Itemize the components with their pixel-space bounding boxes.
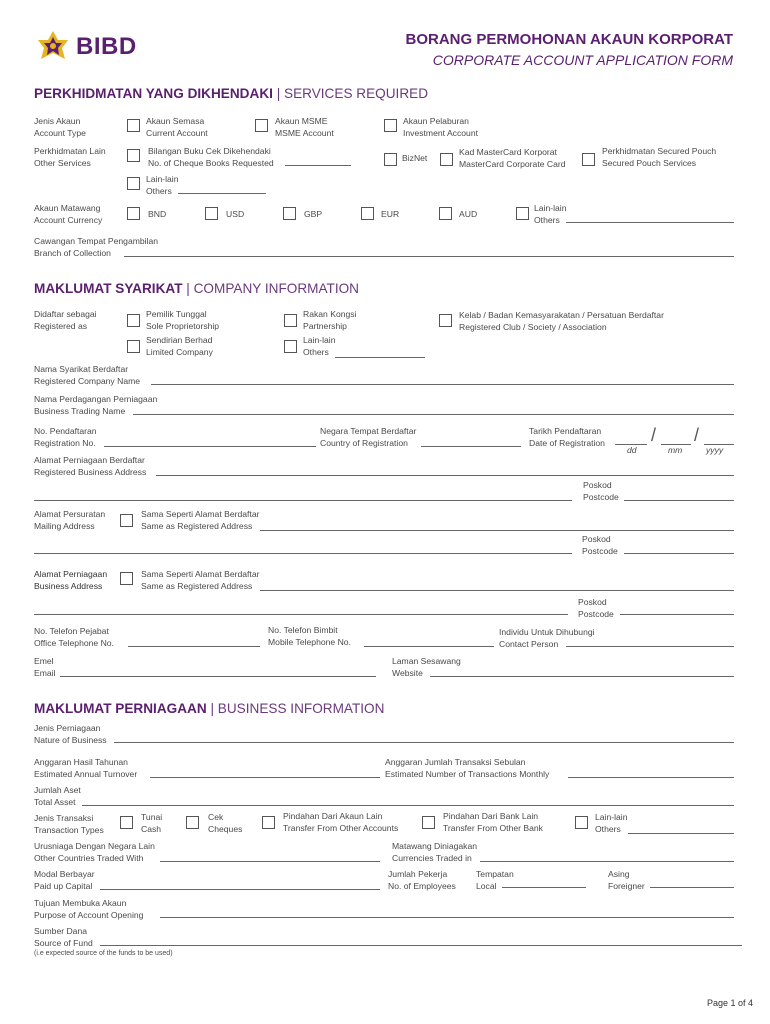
biznet-checkbox[interactable] (384, 153, 397, 166)
bibd-logo-icon (34, 30, 72, 62)
local-employees-label: Tempatan Local (476, 869, 514, 891)
currency-eur-label: EUR (381, 209, 400, 219)
currency-others-line[interactable] (566, 222, 734, 223)
annual-turnover-line[interactable] (150, 777, 380, 778)
other-services-others-label: Lain-lain Others (146, 174, 179, 196)
annual-turnover-label: Anggaran Hasil Tahunan Estimated Annual Turnover (34, 757, 138, 779)
date-dd-hint: dd (627, 445, 637, 455)
mailing-address-line-2[interactable] (34, 553, 572, 554)
total-asset-line[interactable] (82, 805, 734, 806)
other-services-others-line[interactable] (178, 193, 266, 194)
cheque-books-checkbox[interactable] (127, 149, 140, 162)
limited-company-checkbox[interactable] (127, 340, 140, 353)
company-name-line[interactable] (151, 384, 734, 385)
mailing-address-line-1[interactable] (260, 530, 734, 531)
cheque-books-line[interactable] (285, 165, 351, 166)
website-label: Laman Sesawang Website (392, 656, 461, 678)
registered-postcode-label: Poskod Postcode (583, 480, 619, 502)
currency-bnd-label: BND (148, 209, 167, 219)
business-address-line-2[interactable] (34, 614, 568, 615)
account-currency-label: Akaun Matawang Account Currency (34, 203, 103, 225)
mailing-address-label: Alamat Persuratan Mailing Address (34, 509, 106, 531)
country-registration-label: Negara Tempat Berdaftar Country of Registration (320, 426, 417, 448)
currency-gbp-label: GBP (304, 209, 323, 219)
other-services-label: Perkhidmatan Lain Other Services (34, 146, 106, 168)
currency-aud-checkbox[interactable] (439, 207, 452, 220)
tx-others-label: Lain-lain Others (595, 812, 628, 834)
msme-account-checkbox[interactable] (255, 119, 268, 132)
date-slash-2: / (694, 425, 700, 445)
tx-transfer-bank-label: Pindahan Dari Bank Lain Transfer From Other Bank (443, 811, 543, 833)
tx-cheques-label: Cek Cheques (208, 812, 243, 834)
bibd-wordmark: BIBD (76, 33, 137, 60)
monthly-transactions-line[interactable] (568, 777, 734, 778)
date-slash-1: / (651, 425, 657, 445)
registration-no-line[interactable] (104, 446, 316, 447)
transaction-types-label: Jenis Transaksi Transaction Types (34, 813, 104, 835)
registered-as-others-checkbox[interactable] (284, 340, 297, 353)
email-line[interactable] (60, 676, 376, 677)
company-heading: MAKLUMAT SYARIKAT | COMPANY INFORMATION (34, 281, 359, 296)
currency-gbp-checkbox[interactable] (283, 207, 296, 220)
registered-club-checkbox[interactable] (439, 314, 452, 327)
registered-address-line-2[interactable] (34, 500, 572, 501)
investment-account-label: Akaun Pelaburan Investment Account (403, 116, 478, 138)
local-employees-line[interactable] (502, 887, 586, 888)
account-type-label: Jenis Akaun Account Type (34, 116, 86, 138)
foreign-employees-line[interactable] (650, 887, 734, 888)
mailing-same-checkbox[interactable] (120, 514, 133, 527)
branch-label: Cawangan Tempat Pengambilan Branch of Collection (34, 236, 159, 258)
countries-traded-label: Urusniaga Dengan Negara Lain Other Countries Traded With (34, 841, 155, 863)
nature-business-line[interactable] (114, 742, 734, 743)
secured-pouch-checkbox[interactable] (582, 153, 595, 166)
company-name-label: Nama Syarikat Berdaftar Registered Company Name (34, 364, 141, 386)
business-same-label: Sama Seperti Alamat Berdaftar Same as Registered Address (141, 569, 260, 591)
current-account-checkbox[interactable] (127, 119, 140, 132)
form-subtitle: CORPORATE ACCOUNT APPLICATION FORM (432, 52, 733, 68)
mastercard-label: Kad MasterCard Korporat MasterCard Corporate Card (459, 147, 566, 169)
investment-account-checkbox[interactable] (384, 119, 397, 132)
contact-person-label: Individu Untuk Dihubungi Contact Person (499, 627, 595, 649)
form-title: BORANG PERMOHONAN AKAUN KORPORAT (405, 31, 733, 48)
currency-bnd-checkbox[interactable] (127, 207, 140, 220)
current-account-label: Akaun Semasa Current Account (146, 116, 208, 138)
business-address-label: Alamat Perniagaan Business Address (34, 569, 108, 591)
business-postcode-line[interactable] (620, 614, 734, 615)
source-fund-note: (i.e expected source of the funds to be used) (34, 950, 173, 957)
website-line[interactable] (430, 676, 734, 677)
tx-cash-label: Tunai Cash (141, 812, 163, 834)
monthly-transactions-label: Anggaran Jumlah Transaksi Sebulan Estimated Number of Transactions Monthly (385, 757, 550, 779)
tx-cash-checkbox[interactable] (120, 816, 133, 829)
source-fund-label: Sumber Dana Source of Fund (34, 926, 93, 948)
currency-usd-label: USD (226, 209, 245, 219)
registered-as-label: Didaftar sebagai Registered as (34, 309, 97, 331)
msme-account-label: Akaun MSME MSME Account (275, 116, 334, 138)
registration-no-label: No. Pendaftaran Registration No. (34, 426, 97, 448)
mailing-postcode-label: Poskod Postcode (582, 534, 618, 556)
currency-others-checkbox[interactable] (516, 207, 529, 220)
trading-name-line[interactable] (133, 414, 734, 415)
business-heading: MAKLUMAT PERNIAGAAN | BUSINESS INFORMATION (34, 701, 385, 716)
registered-postcode-line[interactable] (624, 500, 734, 501)
page-number: Page 1 of 4 (707, 998, 754, 1008)
other-services-others-checkbox[interactable] (127, 177, 140, 190)
total-asset-label: Jumlah Aset Total Asset (34, 785, 81, 807)
currency-others-label: Lain-lain Others (534, 203, 567, 225)
registered-address-line-1[interactable] (156, 475, 734, 476)
foreign-employees-label: Asing Foreigner (608, 869, 645, 891)
tx-others-checkbox[interactable] (575, 816, 588, 829)
mobile-tel-line[interactable] (364, 646, 494, 647)
currencies-traded-line[interactable] (480, 861, 734, 862)
tx-transfer-accounts-label: Pindahan Dari Akaun Lain Transfer From Other Accounts (283, 811, 399, 833)
office-tel-line[interactable] (128, 646, 260, 647)
registered-club-label: Kelab / Badan Kemasyarakatan / Persatuan Berdaftar Registered Club / Society / Association (459, 310, 664, 332)
office-tel-label: No. Telefon Pejabat Office Telephone No. (34, 626, 114, 648)
registered-as-others-label: Lain-lain Others (303, 335, 336, 357)
currency-aud-label: AUD (459, 209, 478, 219)
business-address-line-1[interactable] (260, 590, 734, 591)
nature-business-label: Jenis Perniagaan Nature of Business (34, 723, 107, 745)
mastercard-checkbox[interactable] (440, 153, 453, 166)
source-fund-line[interactable] (100, 945, 742, 946)
purpose-label: Tujuan Membuka Akaun Purpose of Account Opening (34, 898, 144, 920)
mailing-same-label: Sama Seperti Alamat Berdaftar Same as Registered Address (141, 509, 260, 531)
sole-proprietorship-checkbox[interactable] (127, 314, 140, 327)
currencies-traded-label: Matawang Diniagakan Currencies Traded in (392, 841, 478, 863)
date-registration-label: Tarikh Pendaftaran Date of Registration (529, 426, 605, 448)
email-label: Emel Email (34, 656, 56, 678)
registered-address-label: Alamat Perniagaan Berdaftar Registered Business Address (34, 455, 147, 477)
business-same-checkbox[interactable] (120, 572, 133, 585)
business-postcode-label: Poskod Postcode (578, 597, 614, 619)
partnership-label: Rakan Kongsi Partnership (303, 309, 357, 331)
paid-up-capital-label: Modal Berbayar Paid up Capital (34, 869, 95, 891)
countries-traded-line[interactable] (160, 861, 380, 862)
country-registration-line[interactable] (421, 446, 521, 447)
cheque-books-label: Bilangan Buku Cek Dikehendaki No. of Cheque Books Requested (148, 146, 274, 168)
mobile-tel-label: No. Telefon Bimbit Mobile Telephone No. (268, 625, 351, 647)
tx-others-line[interactable] (628, 833, 734, 834)
employees-label: Jumlah Pekerja No. of Employees (388, 869, 456, 891)
date-mm-hint: mm (668, 445, 683, 455)
currency-eur-checkbox[interactable] (361, 207, 374, 220)
sole-proprietorship-label: Pemilik Tunggal Sole Proprietorship (146, 309, 220, 331)
contact-person-line[interactable] (566, 646, 734, 647)
date-yyyy-hint: yyyy (706, 445, 724, 455)
branch-line[interactable] (124, 256, 734, 257)
services-heading: PERKHIDMATAN YANG DIKHENDAKI | SERVICES REQUIRED (34, 86, 429, 101)
biznet-label: BizNet (402, 153, 428, 163)
purpose-line[interactable] (160, 917, 734, 918)
tx-transfer-bank-checkbox[interactable] (422, 816, 435, 829)
registered-as-others-line[interactable] (335, 357, 425, 358)
secured-pouch-label: Perkhidmatan Secured Pouch Secured Pouch Services (602, 146, 717, 168)
mailing-postcode-line[interactable] (624, 553, 734, 554)
currency-usd-checkbox[interactable] (205, 207, 218, 220)
tx-cheques-checkbox[interactable] (186, 816, 199, 829)
paid-up-capital-line[interactable] (100, 889, 380, 890)
limited-company-label: Sendirian Berhad Limited Company (146, 335, 213, 357)
bibd-logo (34, 30, 146, 62)
partnership-checkbox[interactable] (284, 314, 297, 327)
tx-transfer-accounts-checkbox[interactable] (262, 816, 275, 829)
trading-name-label: Nama Perdagangan Perniagaan Business Trading Name (34, 394, 158, 416)
